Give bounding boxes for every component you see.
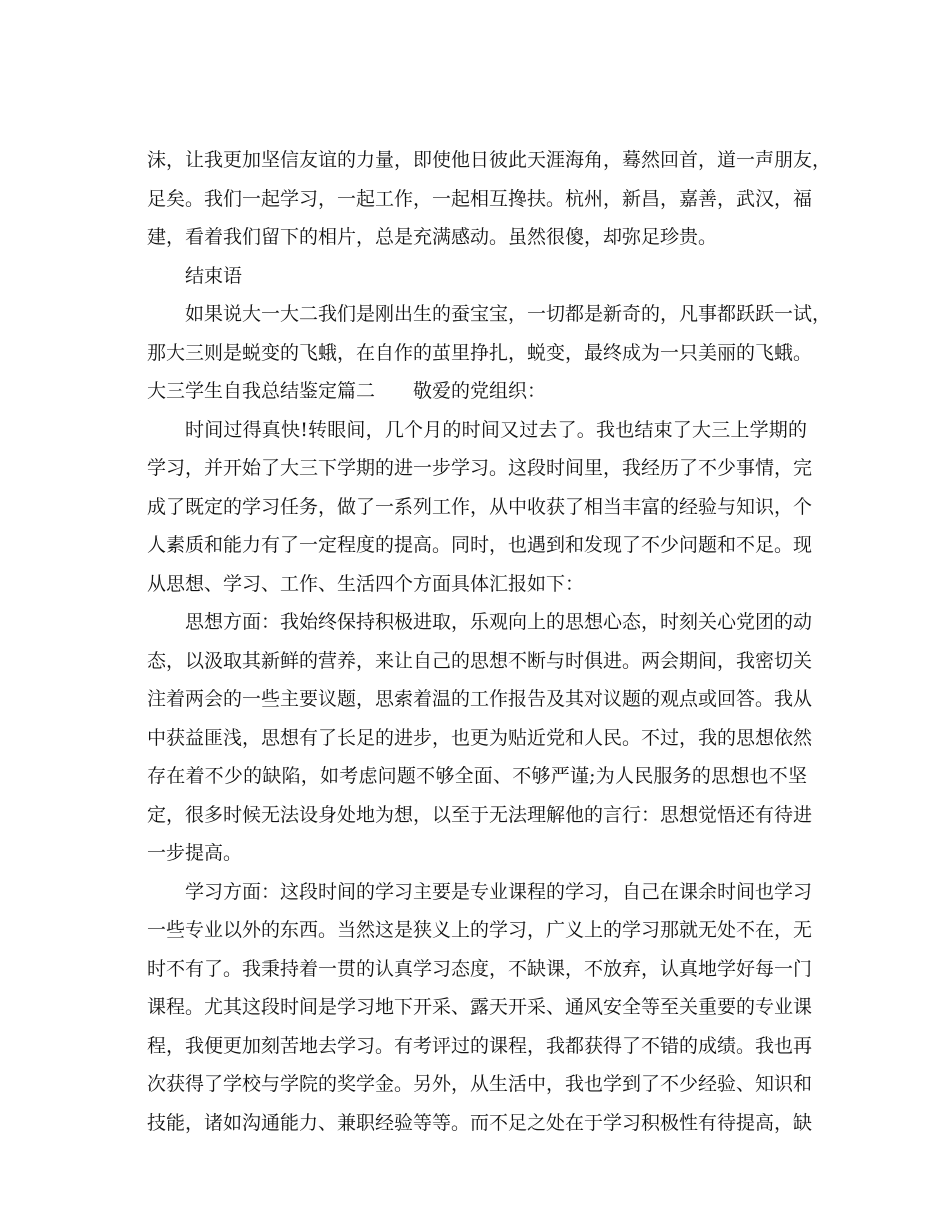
text-line: 技能，诸如沟通能力、兼职经验等等。而不足之处在于学习积极性有待提高，缺: [147, 1111, 813, 1134]
article-title: 大三学生自我总结鉴定篇二: [147, 380, 376, 402]
text-line: 成了既定的学习任务，做了一系列工作，从中收获了相当丰富的经验与知识，个: [147, 495, 813, 518]
text-line: 思想方面：我始终保持积极进取，乐观向上的思想心态，时刻关心党团的动: [185, 611, 813, 633]
text-line: 沫，让我更加坚信友谊的力量，即使他日彼此天涯海角，蓦然回首，道一声朋友，: [147, 149, 832, 171]
text-line: 建，看着我们留下的相片，总是充满感动。虽然很傻，却弥足珍贵。: [147, 226, 718, 248]
text-line: 人素质和能力有了一定程度的提高。同时，也遇到和发现了不少问题和不足。现: [147, 534, 813, 556]
text-line: 时间过得真快!转眼间，几个月的时间又过去了。我也结束了大三上学期的: [185, 418, 807, 441]
text-line: 足矣。我们一起学习，一起工作，一起相互搀扶。杭州，新昌，嘉善，武汉，福: [147, 187, 813, 210]
text-line: 注着两会的一些主要议题，思索着温的工作报告及其对议题的观点或回答。我从: [147, 688, 813, 710]
text-line: 中获益匪浅，思想有了长足的进步，也更为贴近党和人民。不过，我的思想依然: [147, 726, 813, 749]
text-line: 存在着不少的缺陷，如考虑问题不够全面、不够严谨;为人民服务的思想也不坚: [147, 765, 807, 787]
text-line: 态，以汲取其新鲜的营养，来让自己的思想不断与时俱进。两会期间，我密切关: [147, 649, 813, 672]
section-heading: 结束语: [185, 264, 243, 287]
text-line: 学习，并开始了大三下学期的进一步学习。这段时间里，我经历了不少事情，完: [147, 457, 813, 479]
text-line: 一些专业以外的东西。当然这是狭义上的学习，广义上的学习那就无处不在，无: [147, 919, 813, 941]
document-body: [147, 141, 832, 1142]
text-line: 如果说大一大二我们是刚出生的蚕宝宝，一切都是新奇的，凡事都跃跃一试，: [185, 303, 832, 325]
salutation: 敬爱的党组织：: [413, 380, 547, 402]
text-line: 学习方面：这段时间的学习主要是专业课程的学习，自己在课余时间也学习: [185, 880, 813, 903]
text-line: 从思想、学习、工作、生活四个方面具体汇报如下：: [147, 572, 585, 595]
text-line: 程，我便更加刻苦地去学习。有考评过的课程，我都获得了不错的成绩。我也再: [147, 1034, 813, 1057]
text-line: 次获得了学校与学院的奖学金。另外，从生活中，我也学到了不少经验、知识和: [147, 1073, 813, 1095]
text-line: 一步提高。: [147, 842, 243, 864]
text-line: 那大三则是蜕变的飞蛾，在自作的茧里挣扎，蜕变，最终成为一只美丽的飞蛾。: [147, 341, 813, 364]
title-line: [147, 372, 807, 411]
text-line: 课程。尤其这段时间是学习地下开采、露天开采、通风安全等至关重要的专业课: [147, 996, 813, 1018]
text-line: 定，很多时候无法设身处地为想，以至于无法理解他的言行：思想觉悟还有待进: [147, 803, 813, 826]
text-line: 时不有了。我秉持着一贯的认真学习态度，不缺课，不放弃，认真地学好每一门: [147, 957, 813, 980]
